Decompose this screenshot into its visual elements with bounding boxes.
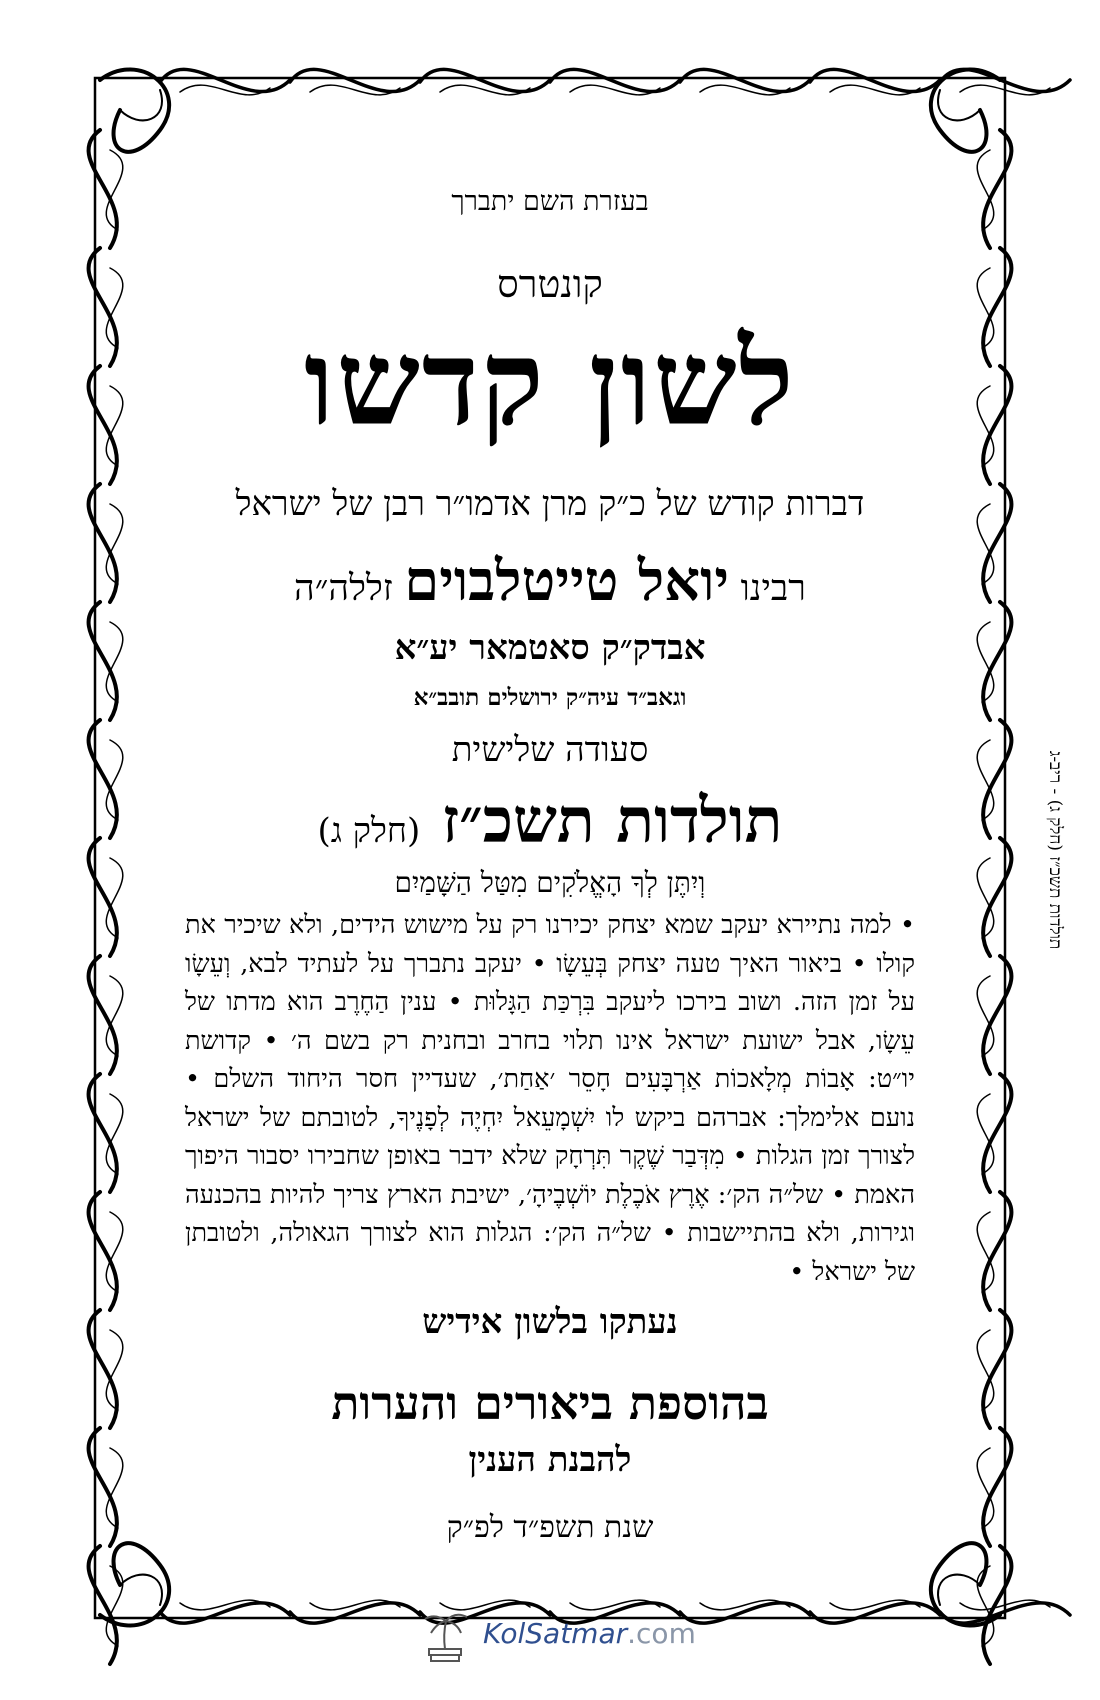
addition-note: בהוספת ביאורים והערות bbox=[331, 1376, 769, 1430]
border-flourish bbox=[700, 1600, 790, 1610]
parsha-title bbox=[150, 784, 950, 858]
parsha-name: תולדות תשכ״ז bbox=[441, 784, 783, 857]
border-flourish bbox=[290, 1603, 420, 1623]
border-flourish bbox=[938, 1575, 980, 1605]
border-flourish bbox=[983, 1074, 1011, 1192]
topics-paragraph: • למה נתיירא יעקב שמא יצחק יכירנו רק על מישוש הידים, ולא שיכיר את קולו • ביאור האיך טעה יצחק בְּעֵשָׂו • יעקב נתברך על לעתיד לבא, וְעֵשָׂו על זמן הזה. ושוב בירכו ליעקב בִּרְכַּת הַגָּלוּת • ענין הַחֶרֶב הוא מדתו של עֵשָׂו, אבל ישועת ישראל אינו תלוי בחרב ובחנית רק בשם ה׳ • קדושת יו״ט: אָבוֹת מְלָאכוֹת אַרְבָּעִים חָסֵר ׳אַחַת׳, שעדיין חסר היחוד השלם • נועם אלימלך: אברהם ביקש לו יִשְׁמָעֵאל יִחְיֶה לְפָנֶיךָ, לטובתם של ישראל לצורך זמן הגלות • מִדְּבַר שֶׁקֶר תִּרְחָק שלא ידבר באופן שחבירו יסבור היפוך האמת • של״ה הק׳: אֶרֶץ אֹכֶלֶת יוֹשְׁבֶיהָ׳, ישיבת הארץ צריך להיות בהכנעה וגירות, ולא בהתיישבות • של״ה הק׳: הגלות הוא לצורך הגאולה, ולטובתן של ישראל • bbox=[185, 910, 915, 1287]
border-flourish bbox=[680, 1603, 810, 1623]
author-suffix: זללה״ה bbox=[294, 568, 393, 609]
border-flourish bbox=[983, 1310, 1011, 1428]
border-flourish bbox=[89, 484, 117, 602]
border-flourish bbox=[160, 1603, 290, 1623]
border-flourish bbox=[89, 602, 117, 720]
author-community: אבדק״ק סאטמאר יע״א bbox=[394, 628, 706, 668]
kolsatmar-logo[interactable] bbox=[415, 1605, 695, 1665]
border-flourish bbox=[830, 1600, 920, 1610]
author-name-line bbox=[150, 548, 950, 614]
border-flourish bbox=[810, 1603, 940, 1623]
border-flourish bbox=[931, 70, 1000, 152]
border-flourish bbox=[89, 720, 117, 838]
publication-year: שנת תשפ״ד לפ״ק bbox=[446, 1510, 654, 1545]
author-honorific: דברות קודש של כ״ק מרן אדמו״ר רבן של ישראל bbox=[235, 484, 865, 524]
border-flourish bbox=[120, 90, 162, 120]
border-flourish bbox=[983, 720, 1011, 838]
verse-heading: וְיִתֶּן לְךָ הָאֱלֹקִים מִטַּל הַשָּׁמַיִם bbox=[394, 866, 706, 899]
side-caption: תולדות תשכ״ז (חלק ג) - ריב-ג bbox=[1045, 750, 1065, 950]
border-flourish bbox=[120, 1575, 162, 1605]
understanding-note: להבנת הענין bbox=[468, 1440, 632, 1480]
border-flourish bbox=[983, 484, 1011, 602]
border-flourish bbox=[983, 1428, 1011, 1546]
border-flourish bbox=[89, 1192, 117, 1310]
border-flourish bbox=[89, 1428, 117, 1546]
border-flourish bbox=[89, 1310, 117, 1428]
occasion-label: סעודה שלישית bbox=[451, 730, 649, 770]
kuntres-label: קונטרס bbox=[497, 262, 603, 306]
page-title: לשון קדשו bbox=[304, 313, 796, 452]
translation-note: נעתקו בלשון אידיש bbox=[422, 1302, 678, 1342]
border-flourish bbox=[983, 366, 1011, 484]
border-flourish bbox=[983, 838, 1011, 956]
border-flourish bbox=[983, 956, 1011, 1074]
border-flourish bbox=[89, 1074, 117, 1192]
author-prefix: רבינו bbox=[740, 568, 806, 609]
border-flourish bbox=[938, 90, 980, 120]
palm-tree-books-icon bbox=[415, 1605, 475, 1665]
border-flourish bbox=[983, 602, 1011, 720]
border-flourish bbox=[89, 956, 117, 1074]
border-flourish bbox=[983, 1192, 1011, 1310]
border-flourish bbox=[983, 130, 1011, 248]
author-community-2: וגאב״ד עיה״ק ירושלים תובב״א bbox=[413, 684, 687, 711]
part-label: (חלק ג) bbox=[317, 811, 421, 851]
logo-domain: .com bbox=[627, 1617, 696, 1650]
border-flourish bbox=[89, 248, 117, 366]
border-flourish bbox=[100, 70, 169, 152]
border-flourish bbox=[89, 366, 117, 484]
border-flourish bbox=[89, 130, 117, 248]
logo-name: KolSatmar bbox=[483, 1617, 628, 1650]
border-flourish bbox=[983, 248, 1011, 366]
border-flourish bbox=[310, 1600, 400, 1610]
border-flourish bbox=[89, 838, 117, 956]
border-flourish bbox=[180, 1600, 270, 1610]
blessing-heading: בעזרת השם יתברך bbox=[451, 186, 649, 217]
author-name: יואל טייטלבוים bbox=[404, 548, 730, 614]
